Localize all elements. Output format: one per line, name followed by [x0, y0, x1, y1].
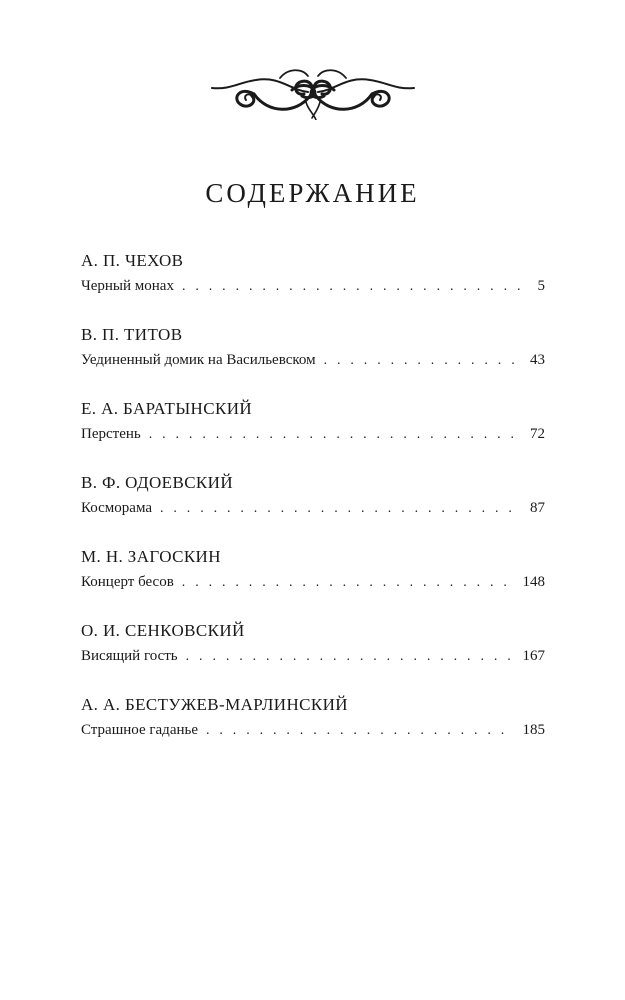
entry-title: Концерт бесов: [81, 574, 174, 590]
toc-entry[interactable]: [81, 544, 545, 618]
entry-author: А. П. ЧЕХОВ: [81, 251, 184, 270]
entry-page-number: 167: [522, 648, 545, 664]
entry-author: А. А. БЕСТУЖЕВ-МАРЛИНСКИЙ: [81, 695, 348, 714]
dot-leader: [186, 645, 513, 669]
toc-entry[interactable]: [81, 248, 545, 322]
entry-page-number: 87: [530, 500, 545, 516]
toc-heading: СОДЕРЖАНИЕ: [205, 178, 420, 208]
entry-work-row: [81, 718, 545, 742]
entry-page-number: 43: [530, 352, 545, 368]
toc-entry[interactable]: [81, 692, 545, 766]
entry-author: О. И. СЕНКОВСКИЙ: [81, 621, 245, 640]
entry-author: В. П. ТИТОВ: [81, 325, 183, 344]
toc-entry[interactable]: [81, 618, 545, 692]
toc-entry[interactable]: [81, 396, 545, 470]
entry-author: М. Н. ЗАГОСКИН: [81, 547, 221, 566]
entry-author: В. Ф. ОДОЕВСКИЙ: [81, 473, 234, 492]
dot-leader: [182, 275, 528, 299]
entry-page-number: 5: [537, 278, 545, 294]
entry-work-row: [81, 348, 545, 372]
toc-entry[interactable]: [81, 322, 545, 396]
entry-title: Перстень: [81, 426, 141, 442]
toc-entry[interactable]: [81, 470, 545, 544]
entry-page-number: 148: [522, 574, 545, 590]
entry-page-number: 72: [530, 426, 545, 442]
entry-title: Уединенный домик на Васильевском: [81, 352, 316, 368]
entry-title: Висящий гость: [81, 648, 178, 664]
entry-work-row: [81, 274, 545, 298]
entry-author: Е. А. БАРАТЫНСКИЙ: [81, 399, 253, 418]
table-of-contents: [81, 248, 545, 766]
entry-title: Косморама: [81, 500, 152, 516]
entry-page-number: 185: [522, 722, 545, 738]
entry-work-row: [81, 422, 545, 446]
entry-title: Страшное гаданье: [81, 722, 198, 738]
dot-leader: [149, 423, 520, 447]
dot-leader: [206, 719, 513, 743]
dot-leader: [182, 571, 513, 595]
dot-leader: [324, 349, 520, 373]
scroll-flourish-icon: [210, 64, 416, 120]
entry-title: Черный монах: [81, 278, 174, 294]
entry-work-row: [81, 570, 545, 594]
entry-work-row: [81, 496, 545, 520]
entry-work-row: [81, 644, 545, 668]
dot-leader: [160, 497, 520, 521]
